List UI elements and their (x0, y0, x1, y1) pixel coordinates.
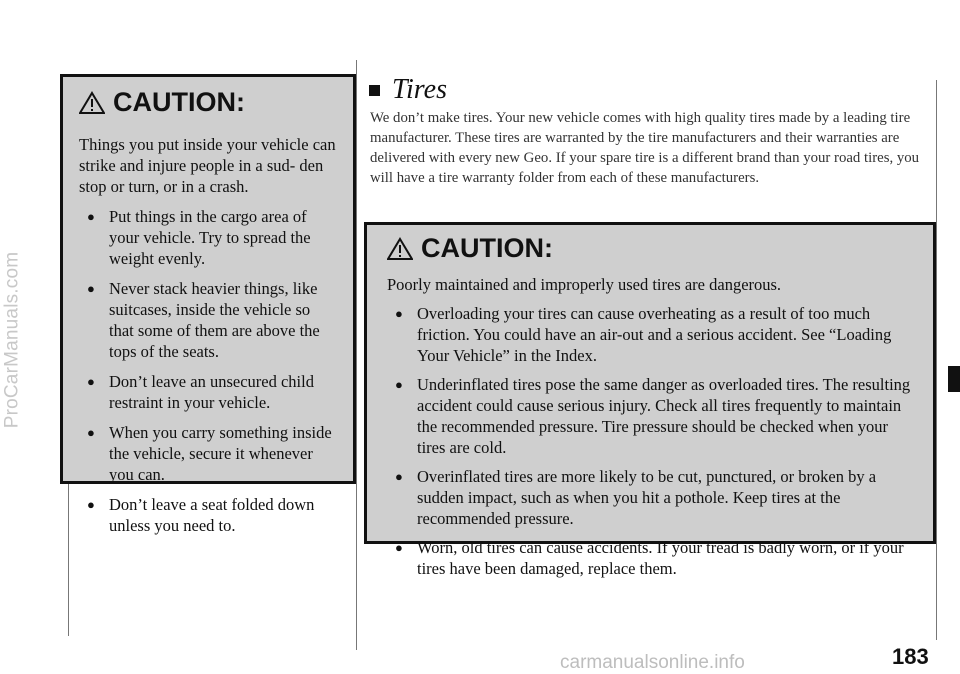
footer-watermark: carmanualsonline.info (560, 652, 745, 673)
left-caution-heading (79, 87, 339, 118)
center-column-rule (356, 60, 357, 650)
side-watermark-text: ProCarManuals.com (1, 251, 23, 429)
right-caution-title: CAUTION: (421, 233, 553, 263)
bullet-icon: ● (87, 497, 95, 512)
list-item: ● Never stack heavier things, like suitcases, inside the vehicle so that some of them are above the tops of the seats. (87, 279, 320, 361)
page-number: 183 (892, 644, 929, 669)
left-caution-box (60, 74, 356, 535)
list-item: ● Underinflated tires pose the same danger as overloaded tires. The resulting accident could cause serious injury. Check all tires frequently to maintain the recommended pressure. Tire pressure should be checked when your tires are cold. (395, 375, 911, 457)
section-body: We don’t make tires. Your new vehicle comes with high quality tires made by a leading tire manufacturer. These tires are warranted by the tire manufacturers and their warranties are delivered with every new Geo. If your spare tire is a different brand than your road tires, you will have a tire warranty folder from each of these manufacturers. (370, 110, 920, 186)
bullet-icon: ● (395, 377, 403, 392)
bullet-icon: ● (87, 425, 95, 440)
side-watermark (0, 60, 24, 620)
list-item: ● Don’t leave a seat folded down unless you need to. (87, 495, 315, 535)
section-heading (369, 74, 447, 106)
bullet-icon: ● (395, 306, 403, 321)
bullet-icon: ● (395, 469, 403, 484)
right-caution-box (364, 222, 936, 578)
right-caution-intro: Poorly maintained and improperly used tires are dangerous. (387, 275, 782, 294)
section-tab-marker (948, 366, 960, 392)
list-item: ● Don’t leave an unsecured child restraint in your vehicle. (87, 372, 314, 412)
warning-triangle-icon (79, 91, 105, 115)
left-caution-intro: Things you put inside your vehicle can strike and injure people in a sud- den stop or turn, or in a crash. (79, 135, 336, 196)
list-item: ● When you carry something inside the vehicle, secure it whenever you can. (87, 423, 332, 484)
right-column-rule (936, 80, 937, 640)
right-caution-heading (387, 233, 919, 264)
right-caution-list (387, 303, 919, 579)
warning-triangle-icon (387, 237, 413, 261)
left-caution-list (79, 206, 339, 536)
list-item: ● Overloading your tires can cause overheating as a result of too much friction. You could have an air-out and a serious accident. See “Loading Your Vehicle” in the Index. (395, 304, 892, 365)
left-caution-title: CAUTION: (113, 87, 245, 117)
section-title: Tires (392, 74, 447, 105)
list-item: ● Worn, old tires can cause accidents. If your tread is badly worn, or if your tires have been damaged, replace them. (395, 538, 904, 578)
bullet-icon: ● (87, 281, 95, 296)
square-bullet-icon (369, 85, 380, 96)
left-column-rule (68, 476, 69, 636)
list-item: ● Overinflated tires are more likely to be cut, punctured, or broken by a sudden impact, such as when you hit a pothole. Keep tires at the recommended pressure. (395, 467, 877, 528)
bullet-icon: ● (87, 209, 95, 224)
bullet-icon: ● (395, 540, 403, 555)
list-item: ● Put things in the cargo area of your vehicle. Try to spread the weight evenly. (87, 207, 311, 268)
bullet-icon: ● (87, 374, 95, 389)
